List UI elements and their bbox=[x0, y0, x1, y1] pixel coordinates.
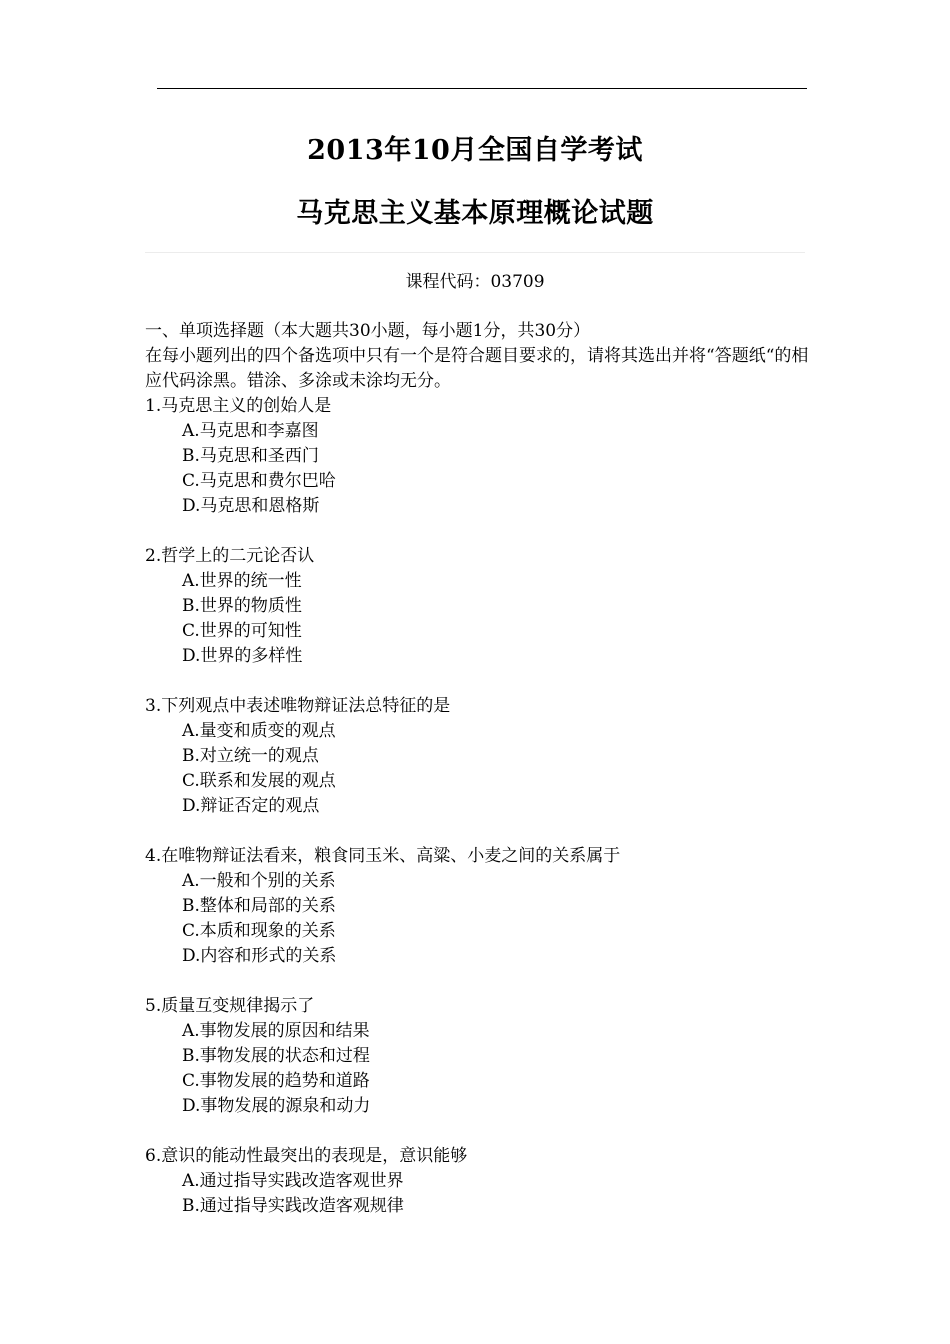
title-divider bbox=[145, 252, 805, 253]
option-a: A.世界的统一性 bbox=[182, 571, 302, 591]
option-d: D.事物发展的源泉和动力 bbox=[182, 1096, 371, 1116]
option-a: A.量变和质变的观点 bbox=[182, 721, 336, 741]
option-c: C.世界的可知性 bbox=[182, 621, 302, 641]
header-rule bbox=[157, 88, 807, 89]
question-4 bbox=[145, 844, 810, 969]
option-b: B.世界的物质性 bbox=[182, 596, 302, 616]
option-d: D.辩证否定的观点 bbox=[182, 796, 320, 816]
option-a: A.马克思和李嘉图 bbox=[182, 421, 319, 441]
option-c: C.马克思和费尔巴哈 bbox=[182, 471, 336, 491]
option-b: B.对立统一的观点 bbox=[182, 746, 319, 766]
question-5 bbox=[145, 994, 810, 1119]
option-b: B.事物发展的状态和过程 bbox=[182, 1046, 370, 1066]
question-stem: 3.下列观点中表述唯物辩证法总特征的是 bbox=[145, 696, 451, 716]
question-1 bbox=[145, 394, 810, 519]
option-d: D.世界的多样性 bbox=[182, 646, 303, 666]
exam-subject-title: 马克思主义基本原理概论试题 bbox=[296, 198, 654, 229]
option-d: D.内容和形式的关系 bbox=[182, 946, 337, 966]
section-heading: 一、单项选择题（本大题共30小题，每小题1分，共30分） bbox=[145, 321, 591, 341]
option-c: C.联系和发展的观点 bbox=[182, 771, 336, 791]
question-stem: 5.质量互变规律揭示了 bbox=[145, 996, 315, 1016]
option-a: A.通过指导实践改造客观世界 bbox=[182, 1171, 404, 1191]
question-3 bbox=[145, 694, 810, 819]
question-2 bbox=[145, 544, 810, 669]
option-c: C.本质和现象的关系 bbox=[182, 921, 336, 941]
question-stem: 4.在唯物辩证法看来，粮食同玉米、高粱、小麦之间的关系属于 bbox=[145, 846, 621, 866]
option-a: A.事物发展的原因和结果 bbox=[182, 1021, 370, 1041]
question-6 bbox=[145, 1144, 810, 1219]
question-stem: 1.马克思主义的创始人是 bbox=[145, 396, 332, 416]
option-a: A.一般和个别的关系 bbox=[182, 871, 336, 891]
section-instruction: 在每小题列出的四个备选项中只有一个是符合题目要求的，请将其选出并将“答题纸“的相应代码涂黑。错涂、多涂或未涂均无分。 bbox=[145, 346, 809, 391]
exam-title: 2013年10月全国自学考试 bbox=[307, 135, 643, 166]
option-c: C.事物发展的趋势和道路 bbox=[182, 1071, 370, 1091]
option-b: B.整体和局部的关系 bbox=[182, 896, 336, 916]
option-b: B.通过指导实践改造客观规律 bbox=[182, 1196, 404, 1216]
course-code: 课程代码：03709 bbox=[405, 272, 545, 292]
exam-content bbox=[145, 319, 810, 1219]
option-b: B.马克思和圣西门 bbox=[182, 446, 319, 466]
question-stem: 2.哲学上的二元论否认 bbox=[145, 546, 315, 566]
question-stem: 6.意识的能动性最突出的表现是，意识能够 bbox=[145, 1146, 468, 1166]
option-d: D.马克思和恩格斯 bbox=[182, 496, 320, 516]
